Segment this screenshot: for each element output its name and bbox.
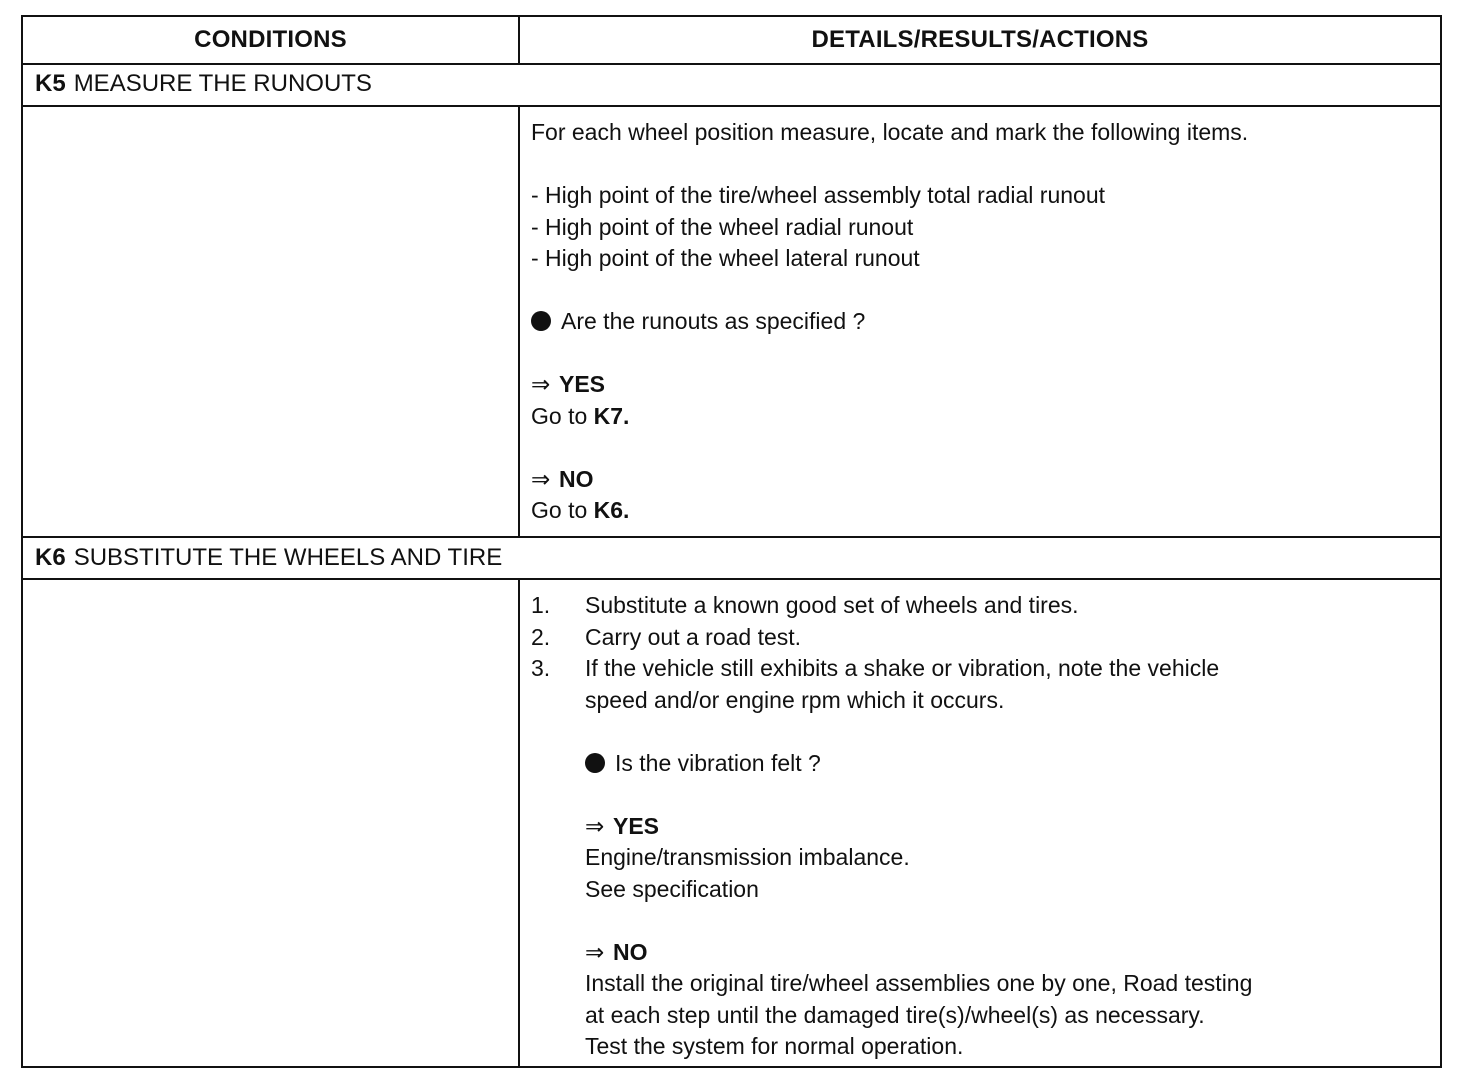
bullet-dot-icon — [585, 753, 605, 773]
section-k6-details — [531, 590, 1252, 1063]
steps-list — [531, 590, 1252, 716]
step-text: Substitute a known good set of wheels and tires. — [585, 592, 1079, 618]
k6-question: Is the vibration felt ? — [615, 749, 821, 776]
list-item: - High point of the wheel radial runout — [531, 213, 914, 240]
list-item — [531, 590, 1252, 622]
step-number: 2. — [531, 623, 551, 650]
k5-yes-label: YES — [559, 371, 606, 397]
diagnostic-table — [21, 15, 1442, 1068]
section-code: K6 — [35, 544, 66, 571]
list-item: - High point of the tire/wheel assembly total radial runout — [531, 182, 1106, 208]
step-number: 1. — [531, 592, 551, 618]
section-k6-header — [23, 536, 1440, 580]
arrow-right-icon: ⇒ — [585, 938, 605, 965]
section-title: SUBSTITUTE THE WHEELS AND TIRE — [73, 544, 503, 571]
k6-yes-label: YES — [613, 812, 660, 839]
k5-no-target: K6. — [593, 497, 630, 523]
list-item — [531, 653, 1252, 716]
k6-no-text: Test the system for normal operation. — [585, 1033, 964, 1059]
section-k5-details — [531, 117, 1248, 527]
column-divider — [518, 17, 520, 63]
list-item — [531, 622, 1252, 654]
k6-no-label: NO — [613, 938, 648, 965]
column-divider — [518, 580, 520, 1068]
k5-no-label: NO — [559, 465, 594, 492]
step-text: speed and/or engine rpm which it occurs. — [585, 686, 1005, 713]
arrow-right-icon: ⇒ — [531, 465, 551, 492]
arrow-right-icon: ⇒ — [585, 812, 605, 839]
header-details: DETAILS/RESULTS/ACTIONS — [811, 26, 1149, 53]
column-divider — [518, 107, 520, 536]
step-text: If the vehicle still exhibits a shake or vibration, note the vehicle — [585, 655, 1220, 681]
section-code: K5 — [35, 70, 66, 97]
section-k5-header — [23, 63, 1440, 107]
k5-question: Are the runouts as specified ? — [561, 308, 866, 334]
k5-yes-prefix: Go to — [531, 402, 588, 429]
section-title: MEASURE THE RUNOUTS — [73, 70, 372, 97]
k6-yes-text: Engine/transmission imbalance. — [585, 844, 910, 870]
bullet-dot-icon — [531, 311, 551, 331]
k5-no-prefix: Go to — [531, 497, 588, 523]
arrow-right-icon: ⇒ — [531, 371, 551, 397]
step-number: 3. — [531, 655, 551, 681]
table-header-row — [23, 17, 1440, 65]
header-conditions: CONDITIONS — [194, 26, 347, 53]
k5-yes-target: K7. — [593, 402, 630, 429]
k6-no-text: Install the original tire/wheel assemblies one by one, Road testing — [585, 970, 1253, 996]
k6-no-text: at each step until the damaged tire(s)/wheel(s) as necessary. — [585, 1001, 1205, 1028]
step-text: Carry out a road test. — [585, 623, 802, 650]
k5-intro: For each wheel position measure, locate and mark the following items. — [531, 119, 1249, 145]
k6-yes-text: See specification — [585, 875, 759, 902]
list-item: - High point of the wheel lateral runout — [531, 245, 920, 271]
